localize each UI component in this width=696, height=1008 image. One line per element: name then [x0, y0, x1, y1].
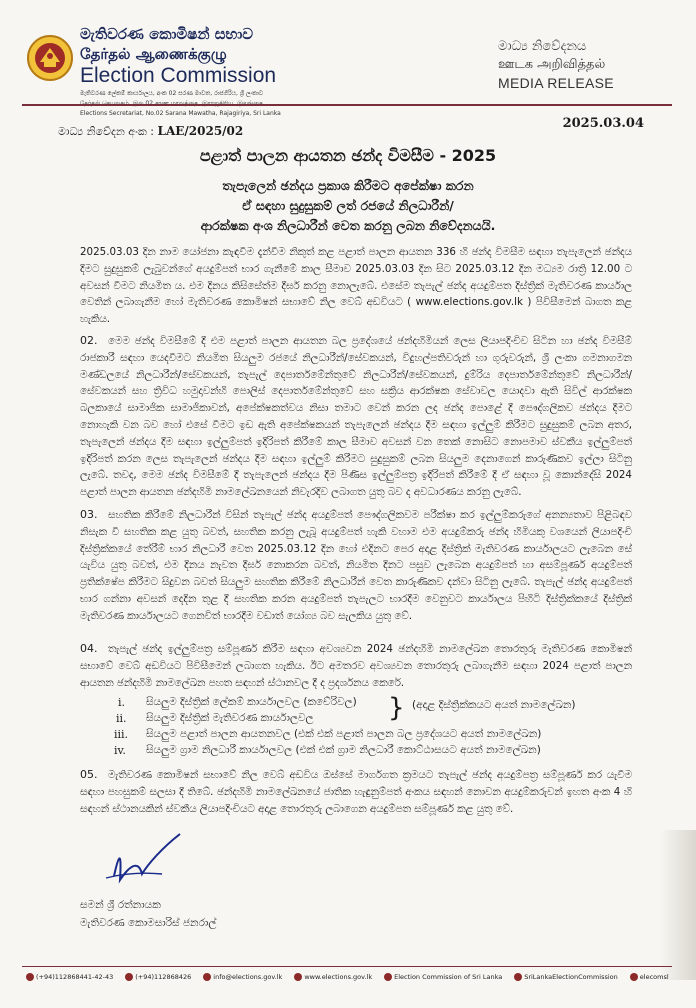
footer-phone: (+94)112868441-42-43 — [26, 973, 113, 981]
web-icon — [294, 973, 302, 981]
list-item: සියලුම දිස්ත්‍රික් ලේකම් කාර්යාලවල (කචේරිවල) — [146, 696, 357, 708]
footer-facebook[interactable]: Election Commission of Sri Lanka — [384, 973, 502, 981]
org-name-tamil: தேர்தல் ஆணைக்குழு — [80, 45, 227, 63]
subtitle-line-2: ඒ සඳහා සුදුසුකම් ලත් රජයේ නිලධාරීන්/ — [242, 198, 454, 213]
paragraph-2-number: 02. — [80, 334, 98, 347]
paragraph-2: මෙම ඡන්ද විමසීමේ දී එම පළාත් පාලන ආයතන බල ප්‍රදේශයේ ඡන්දහිමියන් ලෙස ලියාපදිංචිව සිටින හා ඡන්ද විමසීම් රාජකාරී සඳහා යෙදවීමට නියමිත සියලුම රජයේ නිලධාරීන්/සේවකයන්, විදුහල්පතිවරුන් හා ගුරුවරුන්, ශ්‍රී ලංකා ගමනාගමන මණ්ඩලයේ නිලධාරීන්/සේවකයන්, තැපැල් දෙපාර්තමේන්තුවේ නිලධාරීන්/සේවකයන්, දුම්රිය දෙපාර්තමේන්තුවේ නිලධාරීන්/සේවකයන් සහ ත්‍රිවිධ හමුදාවන්හි පොලිස් දෙපාර්තමේන්තුවේ සහ සක්‍රිය ආරක්ෂක සේවාවල යොදවා ඇති සිවිල් ආරක්ෂක බලකායේ සාමාජික සාමාජිකාවන්, අපේක්ෂකත්වය නිසා තමාට වෙන් කරන ලද ඡන්ද පොළේ දී පෞද්ගලිකව ඡන්දය දීමට නොහැකි වන බව හෝ එසේ වීමට ඉඩ ඇති අපේක්ෂකයන් තැපැලෙන් ඡන්දය දීම සඳහා ඉල්ලුම් කිරීමට සුදුසුකම් ලබන අතර, තැපැලෙන් ඡන්දය දීම සඳහා ඉල්ලුම්පත් ඉදිරිපත් කිරීමේ කාල සීමාව අවසන් වන තෙක් නොසිට නොපමාව ස්වකීය ඉල්ලුම්පත් ඉදිරිපත් කරන ලෙස තැපැලෙන් ඡන්දය දීම සඳහා ඉල්ලුම් කිරීමට සුදුසුකම් ලබන සියලුම දෙනාගෙන් කාරුණිකව ඉල්ලා සිටිනු ලැබේ. තවද, මෙම ඡන්ද විමසීමේ දී තැපැලෙන් ඡන්දය දීම පිණිස ඉල්ලුම්පත්‍ර ඉදිරිපත් කිරීමේ දී ඒ සඳහා වූ කොන්දේසි 2024 පළාත් පාලන ආයතන ඡන්දහිමි නාමලේඛනයෙන් නිවැරදිව ලබාගත යුතු බව ද අවධාරණය කරනු ලැබේ. — [80, 335, 632, 499]
paragraph-5: මැතිවරණ කොමිෂන් සභාවේ නිල වෙබ් අඩවිය ඔස්සේ මාර්ගගත ක්‍රමයට තැපැල් ඡන්ද අයදුම්පත්‍ර සම්පූර්ණ කර යැවීම සඳහා පහසුකම් සලසා දී තිබේ. ඡන්දහිමි නාමලේඛනයේ ජාතික හැඳුනුම්පත් අංකය සඳහන් නොවන අයදුම්කරුවන් ඉහත අංක 4 හි සඳහන් ස්ථානයකින් ස්වකීය ලියාපදිංචියට අදාළ තොරතුරු ලබාගෙන අයදුම්පත සම්පූර්ණ කළ යුතු වේ. — [80, 769, 632, 815]
address-sinhala: මැතිවරණ ලේකම් කාර්යාලය, අංක 02 සරණ මාවත, රාජගිරිය, ශ්‍රී ලංකාව — [80, 90, 264, 97]
signatory-title: මැතිවරණ කොමසාරිස් ජනරාල් — [80, 917, 217, 929]
footer-email[interactable]: info@elections.gov.lk — [203, 973, 282, 981]
document-title: පළාත් පාලන ආයතන ඡන්ද විමසීම - 2025 — [199, 146, 497, 165]
list-item-number: iv. — [114, 744, 126, 757]
list-item: සියලුම පළාත් පාලන ආයතනවල (එක් එක් පළාත් පාලන බල ප්‍රදේශයට අයත් නාමලේඛන) — [146, 728, 542, 740]
page-shadow — [660, 830, 696, 980]
footer-divider — [22, 966, 672, 967]
media-label-english: MEDIA RELEASE — [498, 75, 614, 91]
list-brace: } — [388, 693, 405, 723]
org-name-sinhala: මැතිවරණ කොමිෂන් සභාව — [80, 25, 254, 43]
facebook-icon — [384, 973, 392, 981]
release-date: 2025.03.04 — [562, 116, 644, 131]
address-english: Elections Secretariat, No.02 Sarana Mawatha, Rajagiriya, Sri Lanka — [80, 110, 281, 117]
paragraph-3-number: 03. — [80, 508, 98, 521]
reference-label: මාධ්‍ය නිවේදන අංක : — [58, 125, 154, 138]
list-item: සියලුම ග්‍රාම නිලධාරී කාර්යාලවල (එක් එක් ග්‍රාම නිලධාරී කොට්ඨාසයට අයත් නාමලේඛන) — [146, 744, 541, 756]
footer-fax: (+94)112868426 — [125, 973, 191, 981]
paragraph-4: තැපැල් ඡන්ද ඉල්ලුම්පත්‍ර සම්පූර්ණ කිරීම සඳහා අවශ්‍යවන 2024 ඡන්දහිමි නාමලේඛන තොරතුරු මැතිවරණ කොමිෂන් සභාවේ වෙබ් අඩවියට පිවිසීමෙන් ලබාගත හැකිය. ඊට අමතරව අවශ්‍යවන තොරතුරු ලබාගැනීම සඳහා 2024 පළාත් පාලන ආයතන ඡන්දහිමි නාමලේඛන පහත සඳහන් ස්ථානවල දී ද ප්‍රදර්ශනය කෙරේ. — [80, 643, 632, 689]
footer-twitter[interactable]: elecomsl — [630, 973, 669, 981]
list-item: සියලුම දිස්ත්‍රික් මැතිවරණ කාර්යාලවල — [146, 712, 314, 724]
paragraph-4-number: 04. — [80, 642, 98, 655]
list-note: (අදාළ දිස්ත්‍රික්කයට අයත් නාමලේඛන) — [412, 699, 576, 711]
signature-icon — [92, 828, 192, 888]
footer-youtube[interactable]: SriLankaElectionCommission — [514, 973, 618, 981]
media-label-sinhala: මාධ්‍ය නිවේදනය — [498, 39, 587, 54]
subtitle-line-1: තැපැලෙන් ඡන්දය ප්‍රකාශ කිරීමට අපේක්ෂා කරන — [222, 178, 474, 193]
signatory-name: සමන් ශ්‍රී රත්නායක — [80, 899, 161, 911]
reference-value: LAE/2025/02 — [157, 124, 244, 138]
media-release-label — [498, 38, 648, 92]
email-icon — [203, 973, 211, 981]
subtitle-line-3: ආරක්ෂක අංශ නිලධාරීන් වෙත කරනු ලබන නිවේදනයයි. — [200, 218, 496, 233]
signatory-block — [80, 896, 216, 932]
contact-footer — [26, 972, 669, 982]
emblem-icon — [26, 34, 74, 82]
phone-icon — [26, 973, 34, 981]
footer-website[interactable]: www.elections.gov.lk — [294, 973, 372, 981]
twitter-icon — [630, 973, 638, 981]
org-name-english: Election Commission — [80, 64, 277, 87]
list-item-number: i. — [118, 696, 126, 709]
youtube-icon — [514, 973, 522, 981]
reference-number — [58, 124, 243, 139]
header-divider — [22, 104, 672, 106]
fax-icon — [125, 973, 133, 981]
media-label-tamil: ஊடக அறிவித்தல் — [498, 57, 606, 72]
list-item-number: iii. — [114, 728, 129, 741]
paragraph-5-number: 05. — [80, 768, 98, 781]
list-item-number: ii. — [116, 712, 127, 725]
paragraph-3: සහතික කිරීමේ නිලධාරීන් විසින් තැපැල් ඡන්ද අයදුම්පත් පෞද්ගලිකවම පරීක්ෂා කර ඉල්ලුම්කරුගේ අනන්‍යතාව පිළිබඳව නිසැක වී සහතික කළ යුතු බවත්, සහතික කරනු ලැබූ අයදුම්පත් හැකි වහාම එම අයදුම්කරු ඡන්ද හිමියකු වශයෙන් ලියාපදිංචි දිස්ත්‍රික්කයේ තේරීම් භාර නිලධාරී වෙත 2025.03.12 දින හෝ එදිනට පෙර අදාළ දිස්ත්‍රික් මැතිවරණ කාර්යාලයට ලැබෙන සේ යැවිය යුතු බවත්, එම දිනය නැවත දීර්ඝ නොකරන බවත්, නියමිත දිනට පසුව ලැබෙන අයදුම්පත් හා අසම්පූර්ණ අයදුම්පත් ප්‍රතික්ෂේප කිරීමට සිදුවන බවත් සියලුම සහතික කිරීමේ නිලධාරීන් වෙත කාරුණිකව දන්වා සිටිනු ලැබේ. තැපැල් ඡන්ද අයදුම්පත් භාර ගන්නා අවසන් දෙදින තුළ දී සහතික කරන අයදුම්පත් තැපැලට භාරදීම වෙනුවට කාර්යාලය පිහිටි දිස්ත්‍රික්කයේ දිස්ත්‍රික් මැතිවරණ කාර්යාලයට ගෙනවිත් භාරදීම වඩාත් යෝග්‍ය බව සැලකිය යුතු වේ. — [80, 509, 633, 622]
paragraph-1: 2025.03.03 දින නාම යෝජනා කැඳවීම දැන්වීම නිකුත් කළ පළාත් පාලන ආයතන 336 හි ඡන්ද විමසීම සඳහා තැපැලෙන් ඡන්දය දීමට සුදුසුකම් ලැබුවන්ගේ අයදුම්පත් භාර ගැනීමේ කාල සීමාව 2025.03.03 දින සිට 2025.03.12 දින මධ්‍යම රාත්‍රි 12.00 ට අවසන් වීමට නියමිත ය. එම දිනය කිසිසේත්ම දීර්ඝ කරනු නොලැබේ. එසේම තැපැල් ඡන්ද අයදුම්පත දිස්ත්‍රික් මැතිවරණ කාර්යාල වෙතින් ලබාගැනීම හෝ මැතිවරණ කොමිෂන් සභාවේ නිල වෙබ් අඩවියට ( www.elections.gov.lk ) පිවිසීමෙන් බාගත කළ හැකිය. — [80, 246, 632, 326]
